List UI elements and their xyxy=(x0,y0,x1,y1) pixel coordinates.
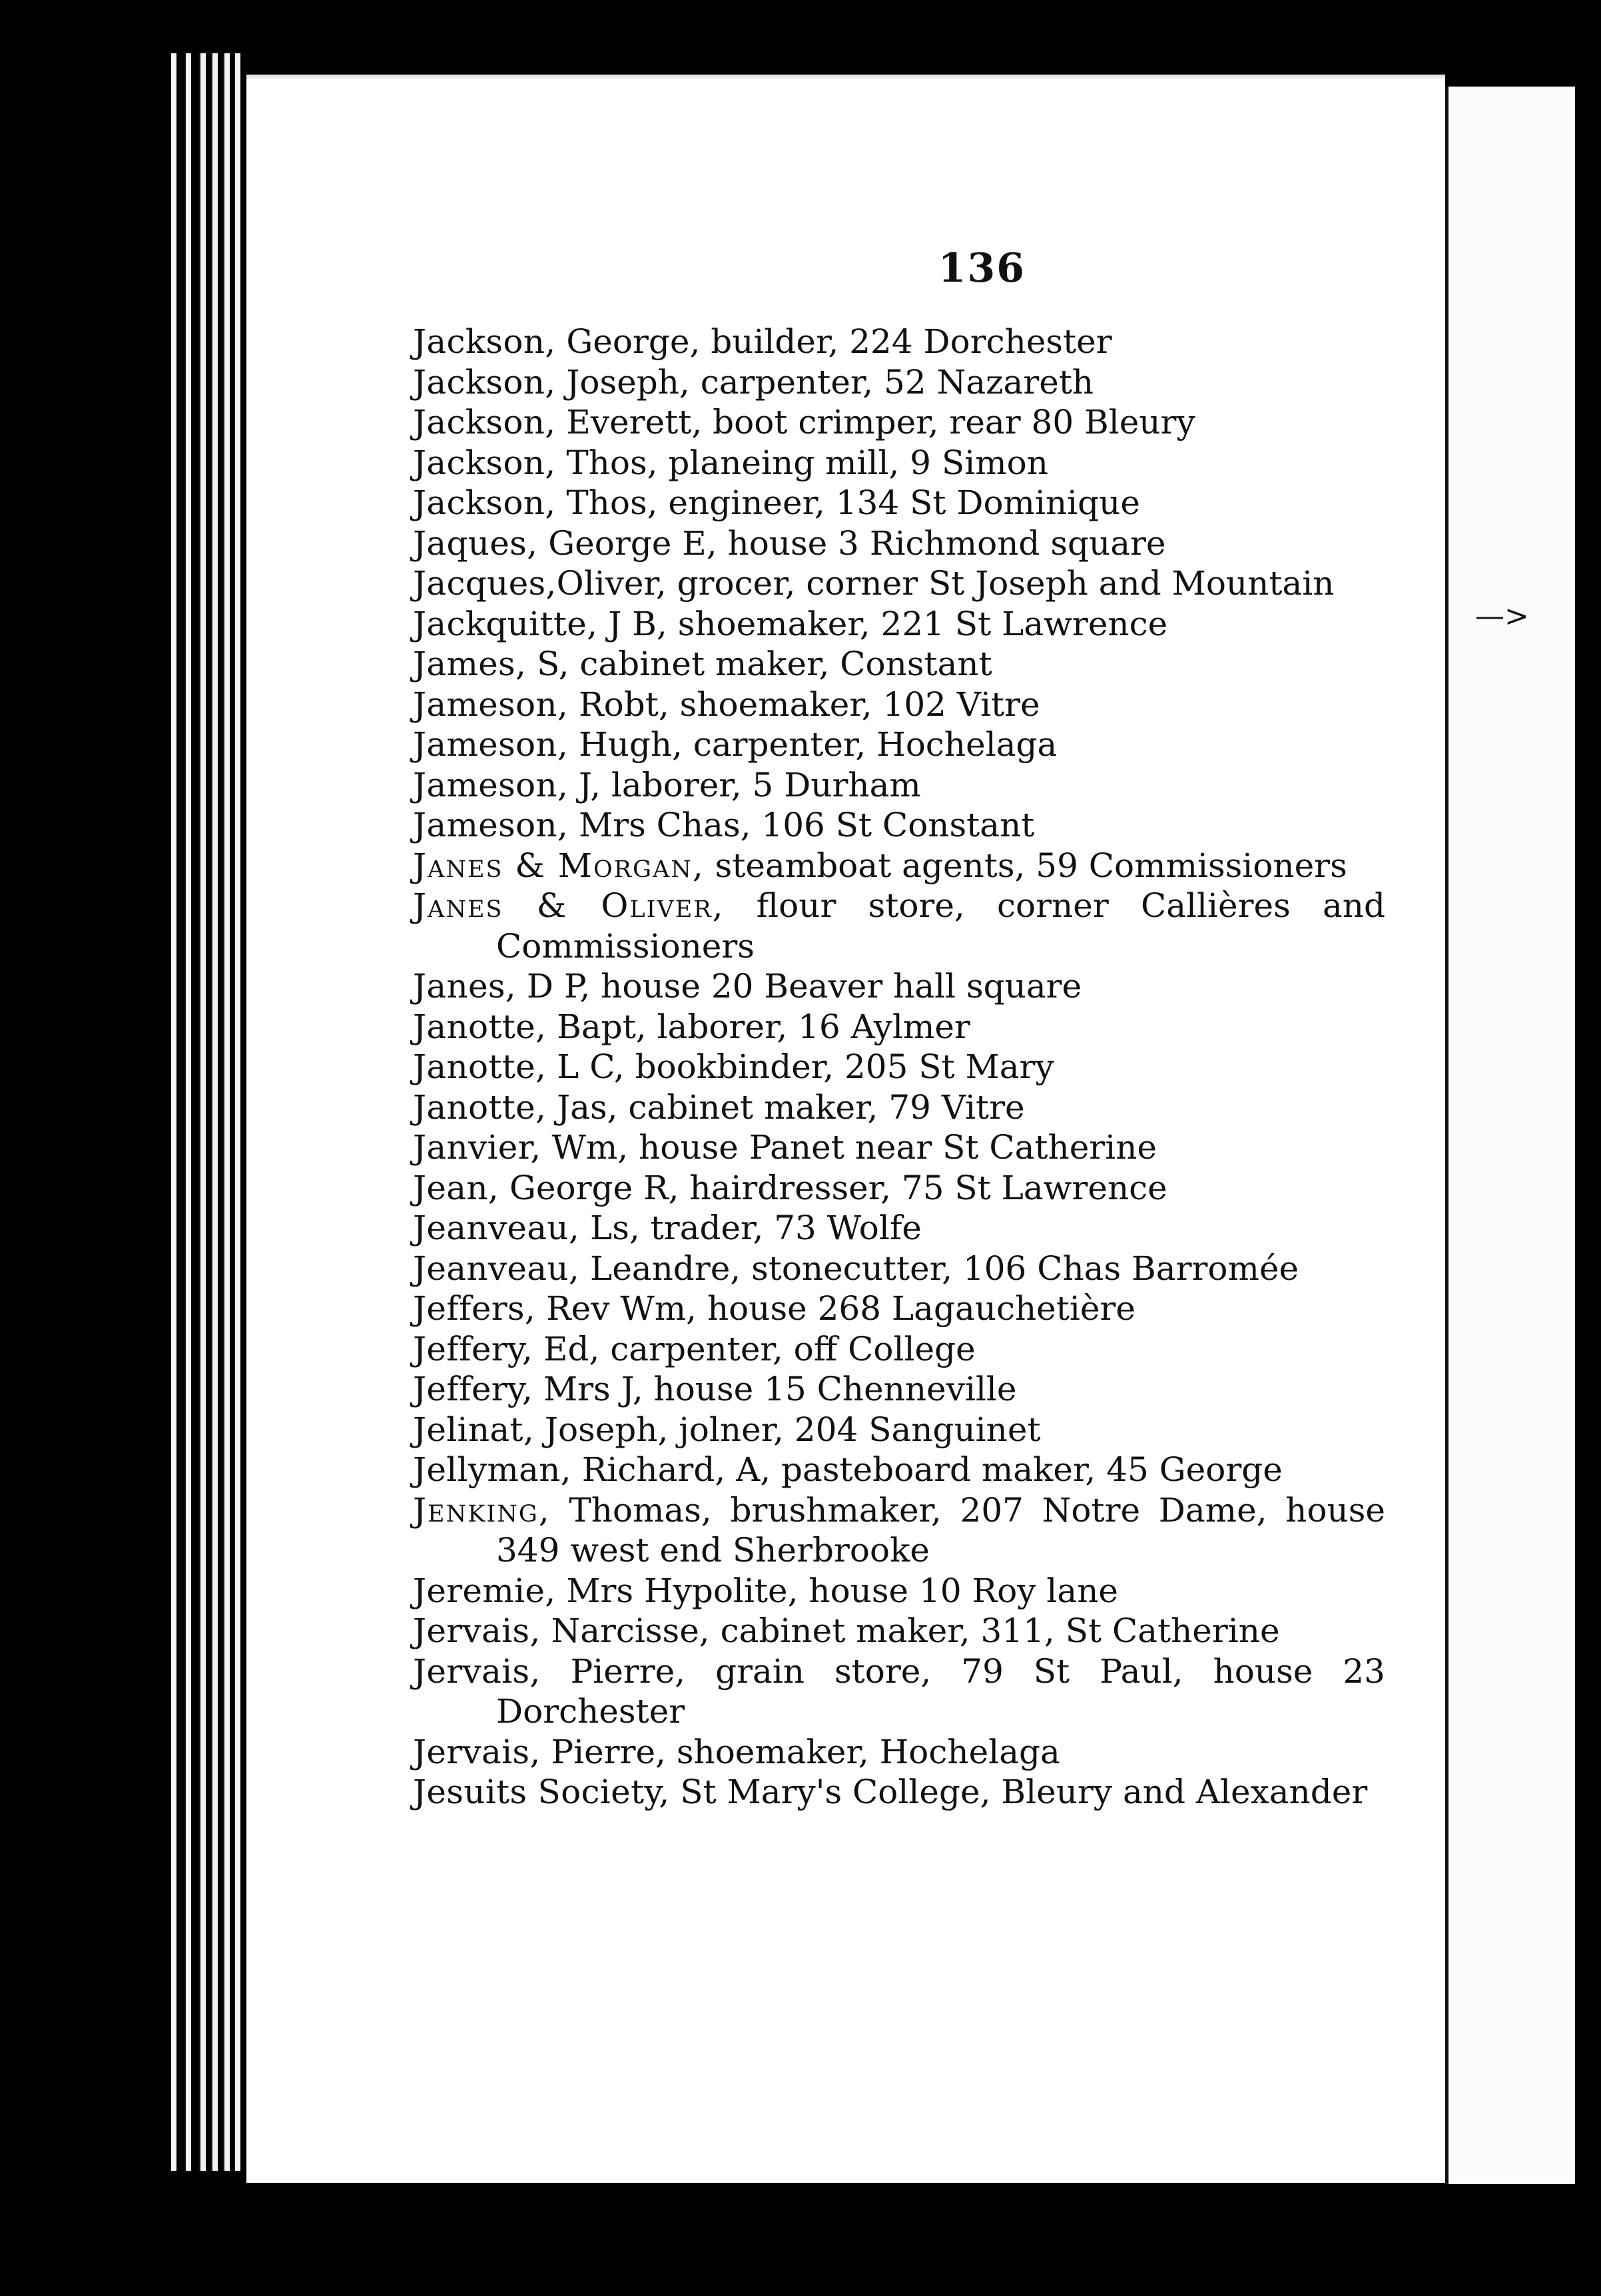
entry-detail: Pierre, grain store, 79 St Paul, house 23 Dorchester xyxy=(496,1651,1385,1731)
entry-detail: Bapt, laborer, 16 Aylmer xyxy=(546,1007,970,1046)
directory-entry xyxy=(413,563,1385,604)
entry-name: Janotte, xyxy=(413,1087,547,1127)
directory-entry xyxy=(413,1410,1385,1450)
entry-name: Janotte, xyxy=(413,1007,547,1046)
entry-name: Jesuits Society, xyxy=(413,1773,670,1811)
directory-entry xyxy=(413,1087,1385,1128)
entry-name: Jackson, xyxy=(413,322,556,361)
entry-detail: Hugh, carpenter, Hochelaga xyxy=(568,725,1058,764)
entry-detail: Pierre, shoemaker, Hochelaga xyxy=(540,1732,1060,1771)
directory-entry xyxy=(413,1490,1385,1571)
directory-entry xyxy=(413,604,1385,645)
entry-name: Jameson, xyxy=(413,725,569,764)
entry-detail: steamboat agents, 59 Commissioners xyxy=(704,846,1347,885)
directory-entry xyxy=(413,523,1385,564)
facing-page-gutter xyxy=(1445,87,1575,2184)
entry-name: Jervais, xyxy=(413,1732,541,1771)
entry-detail: J B, shoemaker, 221 St Lawrence xyxy=(597,604,1168,643)
entry-name: Jackson, xyxy=(413,483,556,522)
entry-detail: Mrs Chas, 106 St Constant xyxy=(568,806,1035,844)
entry-detail: D P, house 20 Beaver hall square xyxy=(516,967,1082,1005)
entry-detail: Mrs Hypolite, house 10 Roy lane xyxy=(555,1571,1119,1610)
entry-detail: Richard, A, pasteboard maker, 45 George xyxy=(571,1450,1283,1489)
entry-name: Jeanveau, xyxy=(413,1249,580,1288)
entry-name: Jameson, xyxy=(413,685,569,724)
entry-detail: Ed, carpenter, off College xyxy=(533,1329,976,1368)
directory-entry xyxy=(413,1772,1385,1813)
directory-entry xyxy=(413,805,1385,846)
directory-page xyxy=(246,75,1445,2183)
entry-name: Jacques, xyxy=(413,564,557,603)
entry-name: Jeffery, xyxy=(413,1370,533,1408)
directory-entry xyxy=(413,685,1385,725)
entry-name: Jameson, xyxy=(413,806,569,844)
entry-detail: Leandre, stonecutter, 106 Chas Barromée xyxy=(579,1249,1299,1288)
page-edges xyxy=(170,53,256,2171)
entry-detail: Everett, boot crimper, rear 80 Bleury xyxy=(555,403,1195,441)
entry-detail: George, builder, 224 Dorchester xyxy=(555,322,1112,361)
directory-entry xyxy=(413,1289,1385,1329)
directory-entry xyxy=(413,966,1385,1007)
page-edge xyxy=(223,53,230,2171)
directory-entry xyxy=(413,1047,1385,1087)
entry-detail: Wm, house Panet near St Catherine xyxy=(541,1128,1157,1167)
directory-entry xyxy=(413,1450,1385,1490)
entry-detail: Thomas, brushmaker, 207 Notre Dame, house 349 west end Sherbrooke xyxy=(496,1490,1385,1570)
entry-detail: Thos, planeing mill, 9 Simon xyxy=(555,443,1048,482)
entry-detail: George E, house 3 Richmond square xyxy=(537,523,1166,563)
directory-entry xyxy=(413,1732,1385,1773)
directory-entry xyxy=(413,1329,1385,1370)
entry-detail: L C, bookbinder, 205 St Mary xyxy=(546,1047,1054,1086)
directory-entry xyxy=(413,1249,1385,1289)
entry-name: Janes, xyxy=(413,967,516,1005)
entry-name: Jackson, xyxy=(413,403,556,441)
directory-entry xyxy=(413,886,1385,966)
entry-detail: Narcisse, cabinet maker, 311, St Catherine xyxy=(540,1611,1280,1650)
directory-entry xyxy=(413,724,1385,765)
entry-name: Jeffery, xyxy=(413,1329,533,1368)
page-edge xyxy=(234,53,240,2171)
directory-entry xyxy=(413,765,1385,806)
directory-entries xyxy=(413,322,1385,1813)
directory-entry xyxy=(413,1007,1385,1047)
entry-name: Jeanveau, xyxy=(413,1209,580,1247)
directory-entry xyxy=(413,443,1385,483)
entry-detail: Mrs J, house 15 Chenneville xyxy=(533,1370,1017,1408)
entry-name: Jeremie, xyxy=(413,1571,556,1610)
directory-entry xyxy=(413,644,1385,685)
directory-entry xyxy=(413,362,1385,403)
entry-name: Jackquitte, xyxy=(413,604,598,643)
page-edge xyxy=(170,53,176,2171)
directory-entry xyxy=(413,846,1385,886)
entry-detail: Thos, engineer, 134 St Dominique xyxy=(555,483,1140,522)
entry-detail: flour store, corner Callières and Commissioners xyxy=(496,886,1385,966)
entry-detail: Joseph, jolner, 204 Sanguinet xyxy=(534,1410,1041,1449)
directory-entry xyxy=(413,402,1385,443)
entry-detail: Oliver, grocer, corner St Joseph and Mountain xyxy=(556,564,1335,603)
entry-detail: St Mary's College, Bleury and Alexander xyxy=(669,1773,1368,1811)
page-number: 136 xyxy=(938,245,1026,292)
entry-name: Janes & Morgan, xyxy=(413,846,705,885)
entry-detail: J, laborer, 5 Durham xyxy=(568,765,921,804)
margin-arrow-mark: —> xyxy=(1475,599,1529,633)
entry-name: Janes & Oliver, xyxy=(413,886,725,925)
directory-entry xyxy=(413,483,1385,523)
page-edge xyxy=(199,53,206,2171)
page-edge xyxy=(184,53,191,2171)
entry-name: Jameson, xyxy=(413,765,569,804)
entry-name: Jervais, xyxy=(413,1651,541,1691)
entry-name: James, xyxy=(413,645,527,683)
entry-detail: Rev Wm, house 268 Lagauchetière xyxy=(535,1289,1135,1328)
directory-entry xyxy=(413,1611,1385,1651)
entry-name: Jeffers, xyxy=(413,1289,536,1328)
entry-detail: Robt, shoemaker, 102 Vitre xyxy=(568,685,1040,724)
directory-entry xyxy=(413,1571,1385,1611)
directory-entry xyxy=(413,1369,1385,1410)
entry-name: Jackson, xyxy=(413,362,556,402)
entry-name: Jackson, xyxy=(413,443,556,482)
entry-name: Janvier, xyxy=(413,1128,541,1167)
entry-detail: Joseph, carpenter, 52 Nazareth xyxy=(555,362,1094,402)
directory-entry xyxy=(413,1127,1385,1168)
entry-detail: Ls, trader, 73 Wolfe xyxy=(579,1209,922,1247)
page-edge xyxy=(211,53,218,2171)
entry-detail: Jas, cabinet maker, 79 Vitre xyxy=(546,1087,1025,1127)
entry-name: Jenking, xyxy=(413,1490,551,1530)
directory-entry xyxy=(413,1208,1385,1249)
entry-detail: S, cabinet maker, Constant xyxy=(526,645,992,683)
entry-detail: George R, hairdresser, 75 St Lawrence xyxy=(499,1168,1167,1207)
directory-entry xyxy=(413,322,1385,362)
entry-name: Jean, xyxy=(413,1168,499,1207)
entry-name: Jaques, xyxy=(413,523,538,563)
entry-name: Jervais, xyxy=(413,1611,541,1650)
entry-name: Janotte, xyxy=(413,1047,547,1086)
directory-entry xyxy=(413,1168,1385,1209)
entry-name: Jelinat, xyxy=(413,1410,535,1449)
entry-name: Jellyman, xyxy=(413,1450,571,1489)
directory-entry xyxy=(413,1651,1385,1732)
